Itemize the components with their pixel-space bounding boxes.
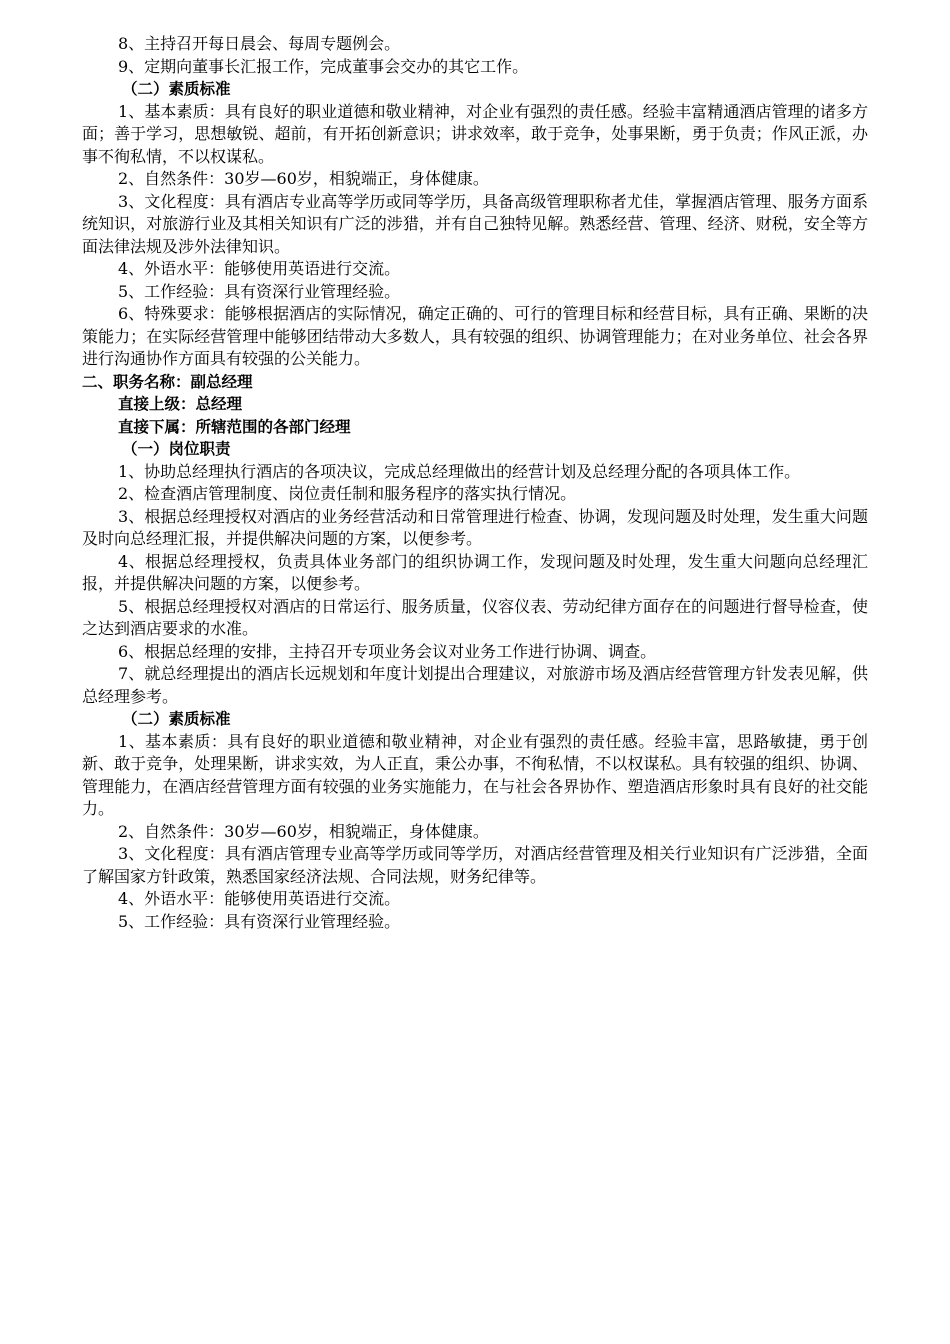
vp-quality-item-3: 3、文化程度：具有酒店管理专业高等学历或同等学历，对酒店经营管理及相关行业知识有广泛涉猎，全面了解国家方针政策，熟悉国家经济法规、合同法规，财务纪律等。 <box>82 844 868 886</box>
direct-superior: 直接上级：总经理 <box>118 395 243 413</box>
vp-quality-item-4: 4、外语水平：能够使用英语进行交流。 <box>118 889 401 908</box>
quality-item-6: 6、特殊要求：能够根据酒店的实际情况，确定正确的、可行的管理目标和经营目标，具有正确、果断的决策能力；在实际经营管理中能够团结带动大多数人，具有较强的组织、协调管理能力；在对业务单位、社会各界进行沟通协作方面具有较强的公关能力。 <box>82 304 868 368</box>
position-title-heading: 二、职务名称：副总经理 <box>82 372 253 391</box>
quality-item-2: 2、自然条件：30岁—60岁，相貌端正，身体健康。 <box>118 169 489 188</box>
document-page <box>82 33 868 933</box>
duty-item-9: 9、定期向董事长汇报工作，完成董事会交办的其它工作。 <box>118 56 529 76</box>
vp-quality-item-5: 5、工作经验：具有资深行业管理经验。 <box>118 911 401 931</box>
vp-duty-item-4: 4、根据总经理授权，负责具体业务部门的组织协调工作，发现问题及时处理，发生重大问题向总经理汇报，并提供解决问题的方案，以便参考。 <box>82 551 868 593</box>
vp-quality-item-2: 2、自然条件：30岁—60岁，相貌端正，身体健康。 <box>118 821 489 841</box>
section-heading-duties: （一）岗位职责 <box>122 440 231 458</box>
quality-item-4: 4、外语水平：能够使用英语进行交流。 <box>118 259 401 278</box>
vp-duty-item-6: 6、根据总经理的安排，主持召开专项业务会议对业务工作进行协调、调查。 <box>118 641 657 661</box>
section-heading-vp-quality: （二）素质标准 <box>122 710 231 728</box>
vp-duty-item-2: 2、检查酒店管理制度、岗位责任制和服务程序的落实执行情况。 <box>118 484 577 503</box>
direct-subordinates: 直接下属：所辖范围的各部门经理 <box>118 417 351 436</box>
vp-duty-item-5: 5、根据总经理授权对酒店的日常运行、服务质量，仪容仪表、劳动纪律方面存在的问题进行督导检查，使之达到酒店要求的水准。 <box>82 596 868 638</box>
vp-duty-item-7: 7、就总经理提出的酒店长远规划和年度计划提出合理建议，对旅游市场及酒店经营管理方针发表见解，供总经理参考。 <box>82 664 868 706</box>
quality-item-3: 3、文化程度：具有酒店专业高等学历或同等学历，具备高级管理职称者尤佳，掌握酒店管理、服务方面系统知识，对旅游行业及其相关知识有广泛的涉猎，并有自己独特见解。熟悉经营、管理、经济、财税，安全等方面法律法规及涉外法律知识。 <box>82 191 868 256</box>
quality-item-5: 5、工作经验：具有资深行业管理经验。 <box>118 281 401 301</box>
section-heading-quality: （二）素质标准 <box>122 80 231 98</box>
vp-duty-item-1: 1、协助总经理执行酒店的各项决议，完成总经理做出的经营计划及总经理分配的各项具体工作。 <box>118 461 801 481</box>
quality-item-1: 1、基本素质：具有良好的职业道德和敬业精神，对企业有强烈的责任感。经验丰富精通酒店管理的诸多方面；善于学习，思想敏锐、超前，有开拓创新意识；讲求效率，敢于竞争，处事果断，勇于负责；作风正派，办事不徇私情，不以权谋私。 <box>82 101 868 166</box>
vp-duty-item-3: 3、根据总经理授权对酒店的业务经营活动和日常管理进行检查、协调，发现问题及时处理，发生重大问题及时向总经理汇报，并提供解决问题的方案，以便参考。 <box>82 506 868 548</box>
vp-quality-item-1: 1、基本素质：具有良好的职业道德和敬业精神，对企业有强烈的责任感。经验丰富，思路敏捷，勇于创新、敢于竞争，处理果断，讲求实效，为人正直，秉公办事，不徇私情，不以权谋私。具有较强的组织、协调、管理能力，在酒店经营管理方面有较强的业务实施能力，在与社会各界协作、塑造酒店形象时具有良好的社交能力。 <box>82 731 868 818</box>
duty-item-8: 8、主持召开每日晨会、每周专题例会。 <box>118 34 401 53</box>
